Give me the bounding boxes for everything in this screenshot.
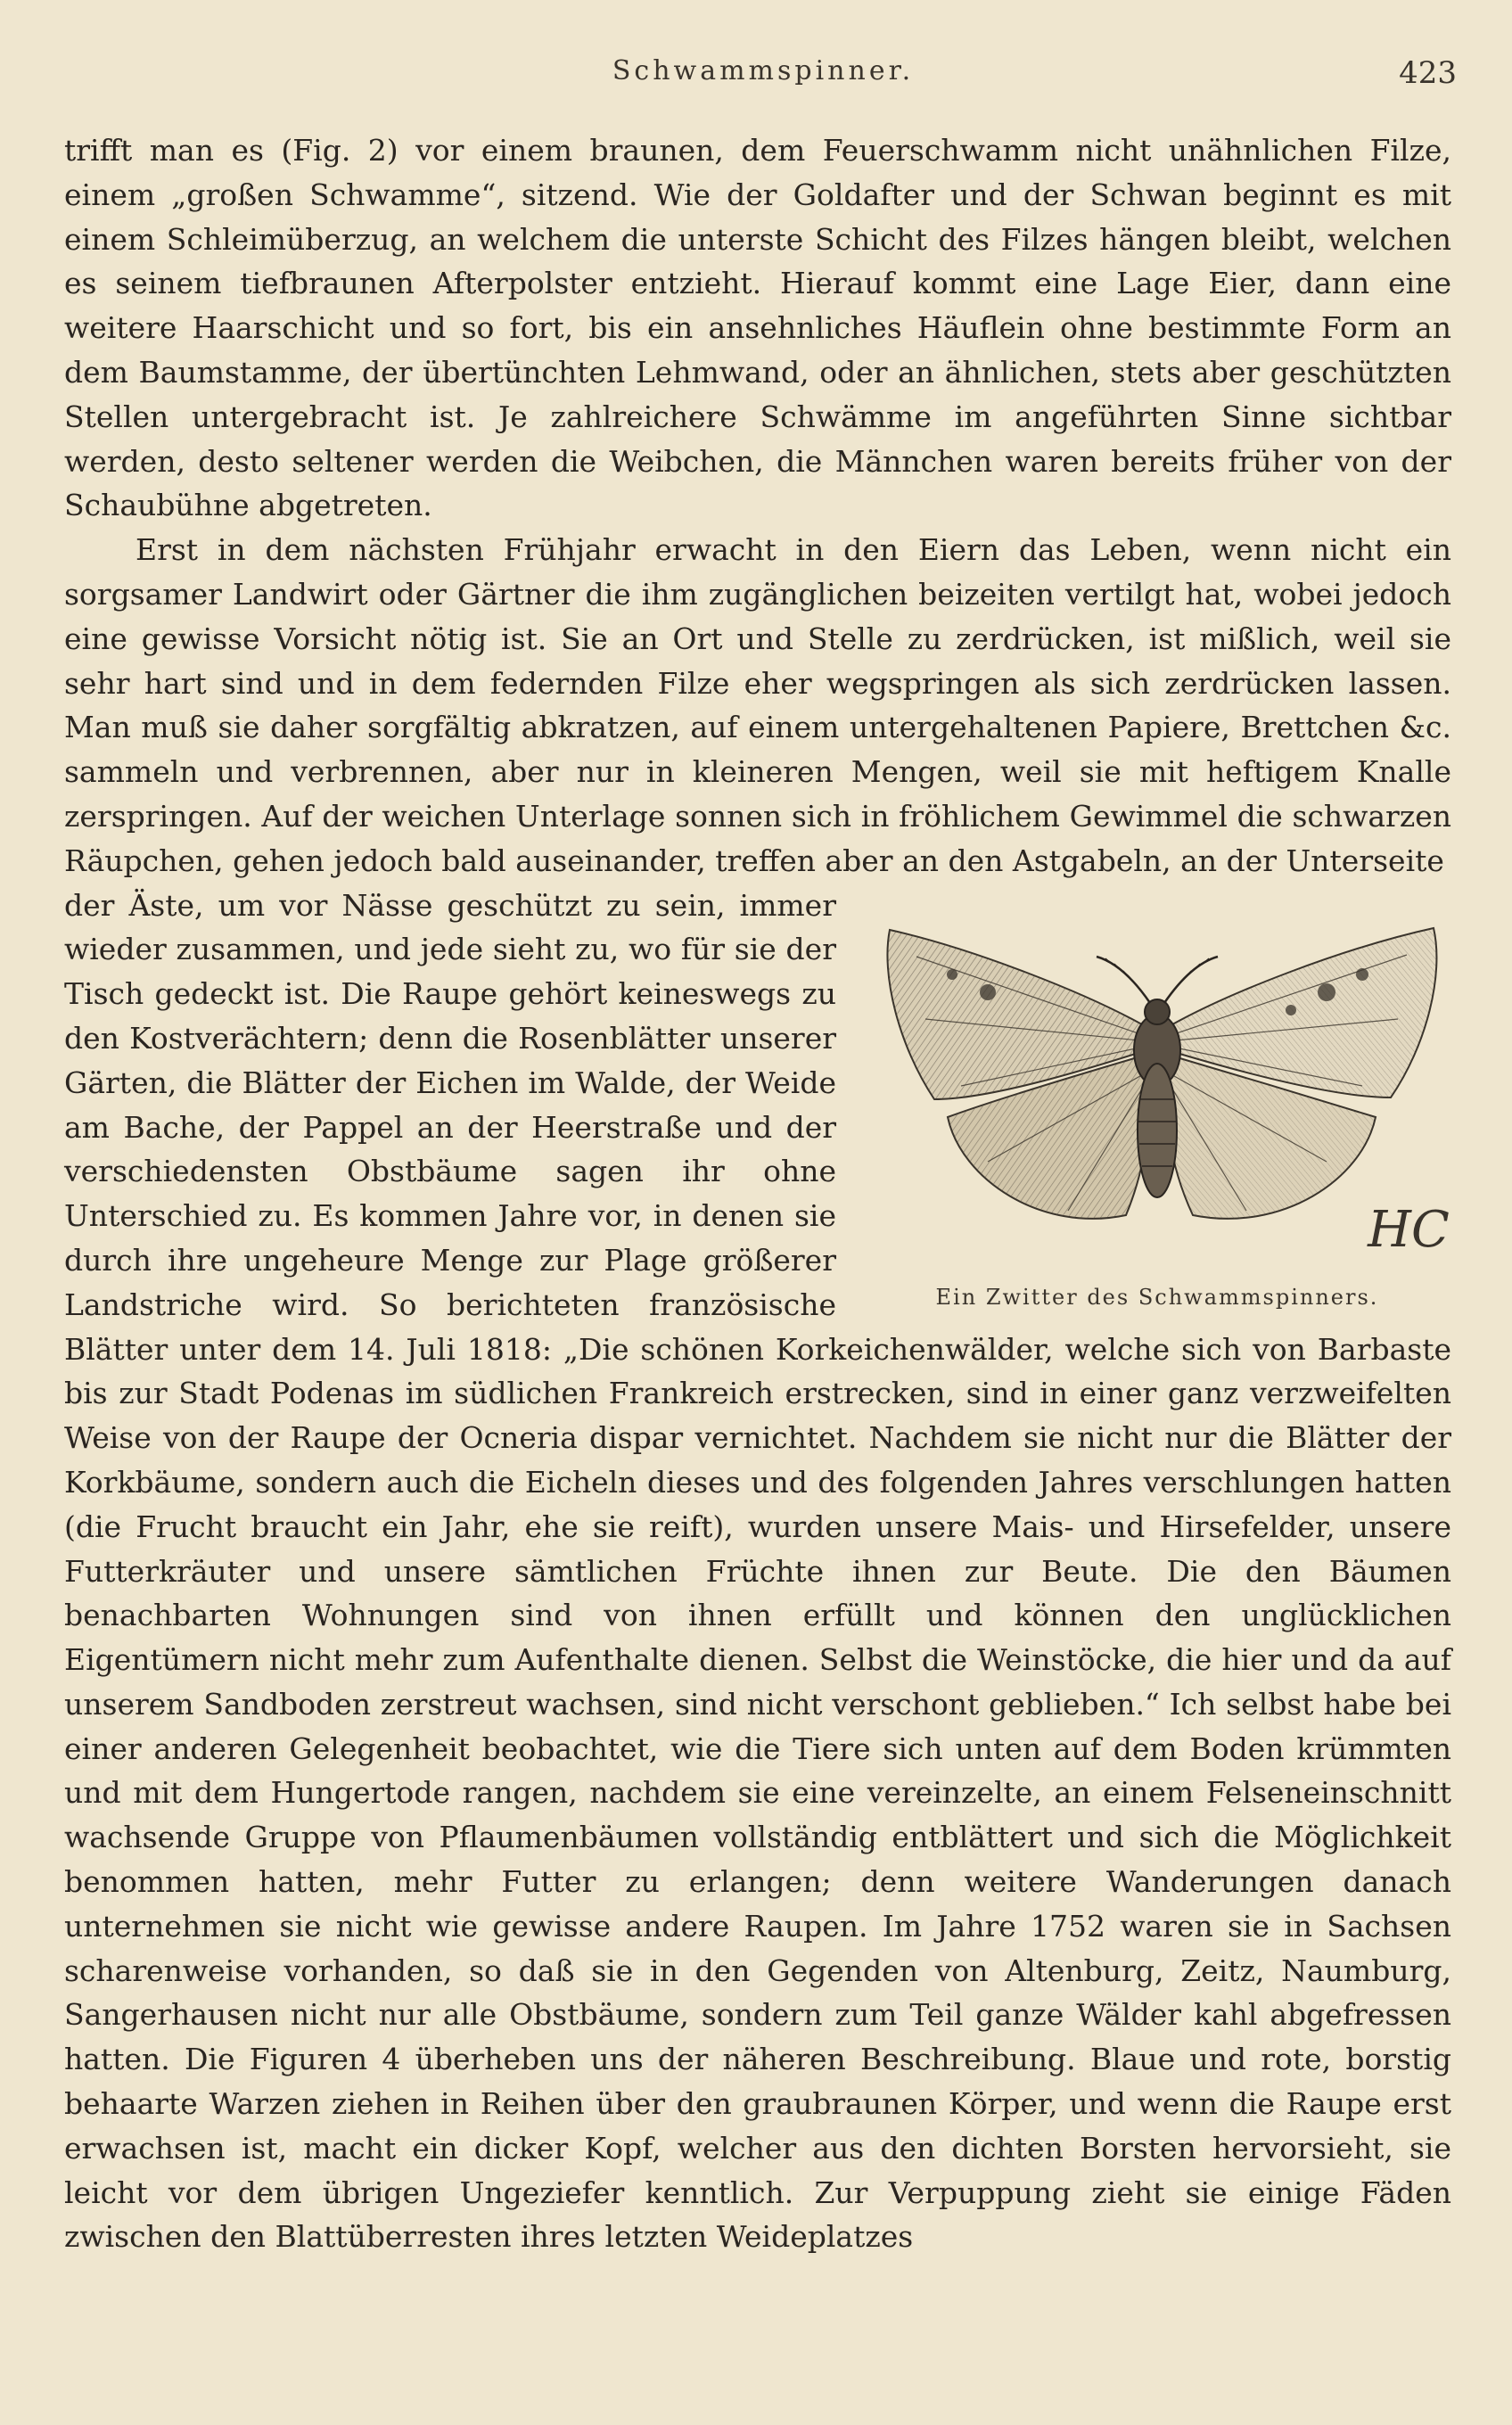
- paragraph-3: der Äste, um vor Nässe geschützt zu sein, immer wieder zusammen, und jede sieht zu, wo für sie der Tisch gedeckt ist. Die Raupe gehört keineswegs zu den Kostverächtern; denn die Rosenblätter unserer Gärten, die Blätter der Eichen im Walde, der Weide am Bache, der Pappel an der Heerstraße und der verschiedensten Obstbäume sagen ihr ohne Unterschied zu. Es kommen Jahre vor, in denen sie durch ihre ungeheure Menge zur Plage größerer Landstriche wird. So berichteten französische Blätter unter dem 14. Juli 1818: „Die schönen Korkeichenwälder, welche sich von Barbaste bis zur Stadt Podenas im südlichen Frankreich erstrecken, sind in einer ganz verzweifelten Weise von der Raupe der Ocneria dispar vernichtet. Nachdem sie nicht nur die Blätter der Korkbäume, sondern auch die Eicheln dieses und des folgenden Jahres verschlungen hatten (die Frucht braucht ein Jahr, ehe sie reift), wurden unsere Mais- und Hirsefelder, unsere Futterkräuter und unsere sämtlichen Früchte ihnen zur Beute. Die den Bäumen benachbarten Wohnungen sind von ihnen erfüllt und können den unglücklichen Eigentümern nicht mehr zum Aufenthalte dienen. Selbst die Weinstöcke, die hier und da auf unserem Sandboden zerstreut wachsen, sind nicht verschont geblieben.“ Ich selbst habe bei einer anderen Gelegenheit beobachtet, wie die Tiere sich unten auf dem Boden krümmten und mit dem Hungertode rangen, nachdem sie eine vereinzelte, an einem Felseneinschnitt wachsende Gruppe von Pflaumenbäumen vollständig entblättert und sich die Möglichkeit benommen hatten, mehr Futter zu erlangen; denn weitere Wanderungen danach unternehmen sie nicht wie gewisse andere Raupen. Im Jahre 1752 waren sie in Sachsen scharenweise vorhanden, so daß sie in den Gegenden von Altenburg, Zeitz, Naumburg, Sangerhausen nicht nur alle Obstbäume, sondern zum Teil ganze Wälder kahl abgefressen hatten. Die Figuren 4 überheben uns der näheren Beschreibung. Blaue und rote, borstig behaarte Warzen ziehen in Reihen über den graubraunen Körper, und wenn die Raupe erst erwachsen ist, macht ein dicker Kopf, welcher aus den dichten Borsten hervorsieht, sie leicht vor dem übrigen Ungeziefer kenntlich. Zur Verpuppung zieht sie einige Fäden zwischen den Blattüberresten ihres letzten Weideplatzes: [64, 887, 1451, 2255]
- moth-illustration: [863, 894, 1451, 1269]
- paragraph-2: Erst in dem nächsten Frühjahr erwacht in den Eiern das Leben, wenn nicht ein sorgsamer Landwirt oder Gärtner die ihm zugänglichen beizeiten vertilgt hat, wobei jedoch eine gewisse Vorsicht nötig ist. Sie an Ort und Stelle zu zerdrücken, ist mißlich, weil sie sehr hart sind und in dem federnden Filze eher wegspringen als sich zerdrücken lassen. Man muß sie daher sorgfältig abkratzen, auf einem untergehaltenen Papiere, Brettchen &c. sammeln und verbrennen, aber nur in kleineren Mengen, weil sie mit heftigem Knalle zerspringen. Auf der weichen Unterlage sonnen sich in fröhlichem Gewimmel die schwarzen Räupchen, gehen jedoch bald auseinander, treffen aber an den Astgabeln, an der Unterseite: [64, 532, 1451, 878]
- page-number: 423: [1399, 55, 1457, 91]
- moth-figure: [863, 894, 1451, 1318]
- paragraph-1: trifft man es (Fig. 2) vor einem braunen, dem Feuerschwamm nicht unähnlichen Filze, einem „großen Schwamme“, sitzend. Wie der Goldafter und der Schwan beginnt es mit einem Schleimüberzug, an welchem die unterste Schicht des Filzes hängen bleibt, welchen es seinem tiefbraunen Afterpolster entzieht. Hierauf kommt eine Lage Eier, dann eine weitere Haarschicht und so fort, bis ein ansehnliches Häuflein ohne bestimmte Form an dem Baumstamme, der übertünchten Lehmwand, oder an ähnlichen, stets aber geschützten Stellen untergebracht ist. Je zahlreichere Schwämme im angeführten Sinne sichtbar werden, desto seltener werden die Weibchen, die Männchen waren bereits früher von der Schaubühne abgetreten.: [64, 133, 1451, 523]
- running-title: Schwammspinner.: [612, 55, 915, 86]
- figure-caption: Ein Zwitter des Schwammspinners.: [935, 1284, 1379, 1310]
- page-header: [70, 55, 1457, 95]
- engraver-signature: HC: [1368, 1200, 1450, 1259]
- body-text: [64, 128, 1451, 2259]
